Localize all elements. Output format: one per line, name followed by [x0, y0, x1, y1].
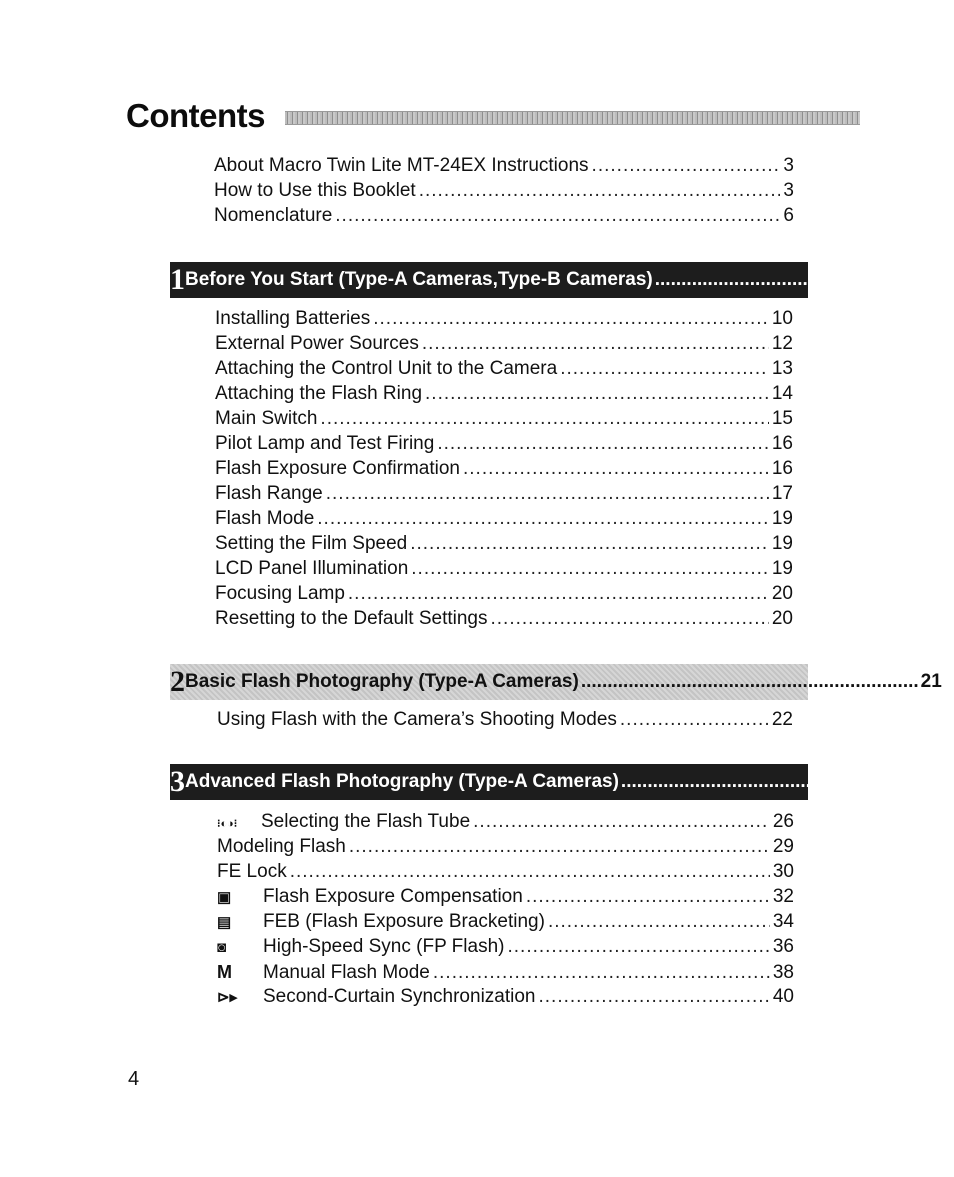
- toc-entry[interactable]: [217, 835, 794, 859]
- toc-entry-label: Manual Flash Mode: [263, 962, 430, 983]
- toc-entry[interactable]: [217, 985, 794, 1009]
- toc-entry-label: Nomenclature: [214, 205, 333, 226]
- toc-entry-page: 29: [772, 836, 794, 857]
- toc-entry-label: Using Flash with the Camera’s Shooting Modes: [217, 709, 617, 730]
- toc-entry-page: 36: [772, 936, 794, 957]
- toc-entry-label: Setting the Film Speed: [215, 533, 408, 554]
- dot-leader: [425, 382, 769, 406]
- toc-entry-page: 19: [771, 533, 793, 554]
- dot-leader: [419, 179, 781, 203]
- dot-leader: [349, 835, 770, 859]
- toc-entry-label: LCD Panel Illumination: [215, 558, 409, 579]
- toc-entry-page: 40: [772, 986, 794, 1007]
- dot-leader: [320, 407, 768, 431]
- toc-entry-page: 38: [772, 962, 794, 983]
- toc-entry-label: How to Use this Booklet: [214, 180, 416, 201]
- toc-entry-page: 13: [771, 358, 793, 379]
- toc-entry[interactable]: [215, 432, 793, 456]
- dot-leader: [335, 204, 780, 228]
- toc-entry-page: 16: [771, 433, 793, 454]
- toc-entry-label: Flash Exposure Confirmation: [215, 458, 460, 479]
- toc-entry[interactable]: [215, 332, 793, 356]
- second-curtain-icon: ⊳▸: [217, 989, 238, 1006]
- dot-leader: [463, 457, 769, 481]
- toc-entry-page: 12: [771, 333, 793, 354]
- toc-entry[interactable]: [215, 307, 793, 331]
- toc-entry[interactable]: [217, 885, 794, 909]
- toc-entry[interactable]: [217, 960, 794, 984]
- toc-entry[interactable]: [214, 179, 794, 203]
- toc-entry[interactable]: [215, 532, 793, 556]
- toc-entry[interactable]: [215, 557, 793, 581]
- dot-leader: [539, 985, 770, 1009]
- dot-leader: [373, 307, 769, 331]
- toc-entry-label: Modeling Flash: [217, 836, 346, 857]
- toc-entry[interactable]: [215, 407, 793, 431]
- toc-entry-label: Resetting to the Default Settings: [215, 608, 488, 629]
- page-number: 4: [128, 1068, 140, 1090]
- toc-entry-page: 15: [771, 408, 793, 429]
- toc-entry-page: 20: [771, 583, 793, 604]
- toc-entry[interactable]: [215, 382, 793, 406]
- dot-leader: [473, 810, 770, 834]
- dot-leader: [326, 482, 769, 506]
- toc-entry-page: 6: [783, 205, 794, 226]
- dot-leader: [592, 154, 781, 178]
- toc-entry-page: 32: [772, 886, 794, 907]
- toc-entry-page: 17: [771, 483, 793, 504]
- toc-entry-label: Attaching the Control Unit to the Camera: [215, 358, 558, 379]
- title-rule: [285, 111, 860, 125]
- feb-icon: ▤: [217, 914, 232, 931]
- dot-leader: [411, 557, 769, 581]
- dot-leader: [410, 532, 769, 556]
- toc-entry[interactable]: [215, 507, 793, 531]
- section-number: 1: [170, 263, 185, 296]
- toc-entry-label: Flash Range: [215, 483, 323, 504]
- dot-leader: [621, 771, 954, 793]
- toc-entry-label: About Macro Twin Lite MT-24EX Instructions: [214, 155, 589, 176]
- section-title: Before You Start (Type-A Cameras,Type-B Cameras): [185, 269, 653, 290]
- toc-entry[interactable]: [215, 357, 793, 381]
- toc-entry-label: FEB (Flash Exposure Bracketing): [263, 911, 545, 932]
- toc-entry-label: Focusing Lamp: [215, 583, 345, 604]
- toc-entry[interactable]: [217, 708, 793, 732]
- toc-entry[interactable]: [217, 860, 794, 884]
- section-header-3[interactable]: [170, 764, 808, 800]
- toc-entry-label: Flash Mode: [215, 508, 315, 529]
- section-number: 2: [170, 665, 185, 698]
- toc-entry-label: Attaching the Flash Ring: [215, 383, 423, 404]
- toc-entry-label: FE Lock: [217, 861, 287, 882]
- dot-leader: [548, 910, 770, 934]
- toc-entry-page: 19: [771, 558, 793, 579]
- toc-entry-page: 30: [772, 861, 794, 882]
- toc-entry-page: 19: [771, 508, 793, 529]
- toc-entry-page: 20: [771, 608, 793, 629]
- toc-entry[interactable]: [217, 910, 794, 934]
- toc-entry-page: 34: [772, 911, 794, 932]
- toc-entry-label: Selecting the Flash Tube: [261, 811, 471, 832]
- toc-entry-label: Main Switch: [215, 408, 318, 429]
- dot-leader: [348, 582, 769, 606]
- toc-entry-page: 3: [783, 180, 794, 201]
- section-page: 21: [920, 671, 942, 692]
- manual-mode-icon: M: [217, 962, 232, 982]
- dot-leader: [620, 708, 769, 732]
- section-title: Advanced Flash Photography (Type-A Cameras): [185, 771, 619, 792]
- dot-leader: [507, 935, 769, 959]
- dot-leader: [437, 432, 769, 456]
- high-speed-sync-icon: ◙: [217, 939, 227, 956]
- toc-entry-label: Pilot Lamp and Test Firing: [215, 433, 435, 454]
- toc-entry-label: Second-Curtain Synchronization: [263, 986, 536, 1007]
- dot-leader: [655, 269, 954, 291]
- flash-compensation-icon: ▣: [217, 889, 232, 906]
- toc-entry-page: 10: [771, 308, 793, 329]
- flash-tube-icon: ⁝◐◑⁝: [217, 818, 238, 830]
- dot-leader: [581, 671, 919, 693]
- toc-entry[interactable]: [215, 607, 793, 631]
- dot-leader: [491, 607, 769, 631]
- toc-entry-page: 3: [783, 155, 794, 176]
- toc-entry[interactable]: [217, 810, 794, 834]
- toc-entry[interactable]: [217, 935, 794, 959]
- toc-entry-page: 14: [771, 383, 793, 404]
- dot-leader: [560, 357, 769, 381]
- toc-entry-page: 26: [772, 811, 794, 832]
- toc-entry[interactable]: [214, 154, 794, 178]
- toc-entry-label: High-Speed Sync (FP Flash): [263, 936, 505, 957]
- dot-leader: [526, 885, 770, 909]
- toc-entry-page: 22: [771, 709, 793, 730]
- toc-entry[interactable]: [214, 204, 794, 228]
- dot-leader: [433, 961, 770, 985]
- section-title: Basic Flash Photography (Type-A Cameras): [185, 671, 579, 692]
- toc-entry-label: Flash Exposure Compensation: [263, 886, 523, 907]
- toc-entry-label: External Power Sources: [215, 333, 419, 354]
- toc-entry[interactable]: [215, 582, 793, 606]
- toc-entry-label: Installing Batteries: [215, 308, 371, 329]
- section-header-2[interactable]: [170, 664, 942, 700]
- dot-leader: [290, 860, 770, 884]
- toc-entry-page: 16: [771, 458, 793, 479]
- section-header-1[interactable]: [170, 262, 808, 298]
- dot-leader: [317, 507, 769, 531]
- toc-entry[interactable]: [215, 482, 793, 506]
- dot-leader: [422, 332, 769, 356]
- toc-entry[interactable]: [215, 457, 793, 481]
- page-title: Contents: [126, 97, 265, 134]
- section-number: 3: [170, 765, 185, 798]
